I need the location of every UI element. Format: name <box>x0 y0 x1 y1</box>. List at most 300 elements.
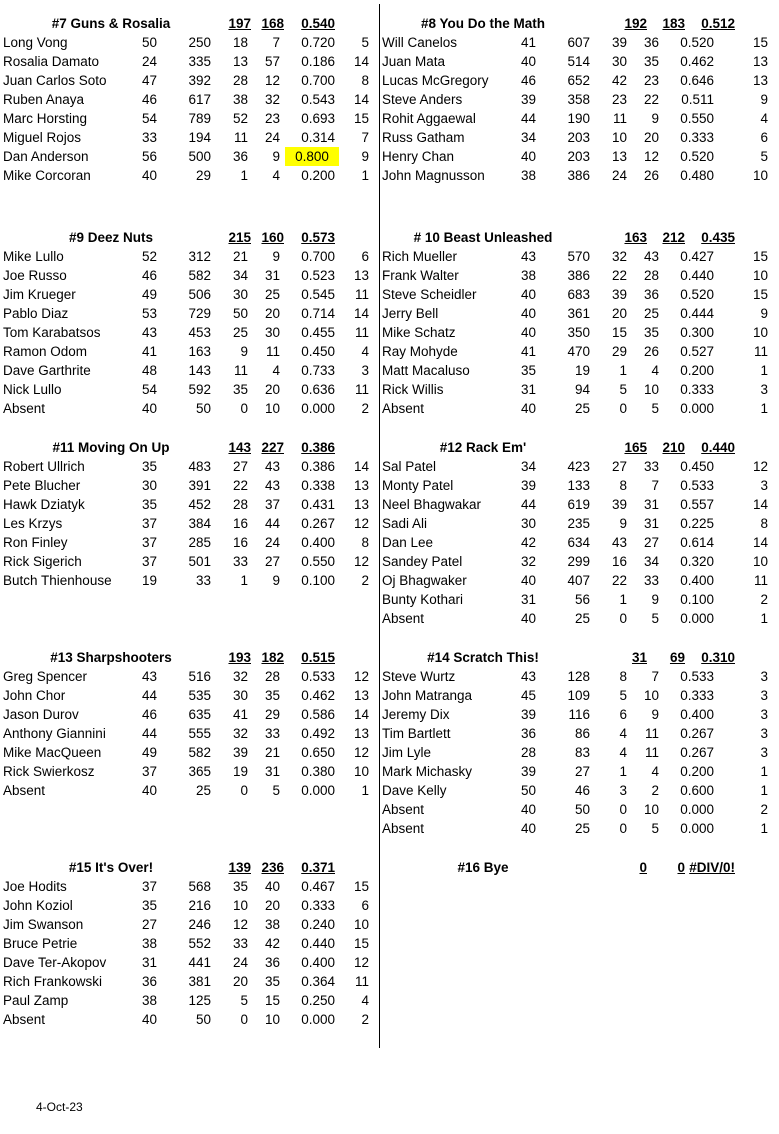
player-row <box>382 147 768 166</box>
stat-cell: 582 <box>188 745 211 760</box>
stat-cell: 35 <box>264 974 280 989</box>
stat-cell: 50 <box>141 35 157 50</box>
stat-cell: 3 <box>760 382 768 397</box>
stat-cell: 506 <box>188 287 211 302</box>
player-row <box>382 724 768 743</box>
stat-cell: 11 <box>644 726 659 741</box>
stat-cell: 27 <box>232 459 248 474</box>
stat-cell: 23 <box>611 92 627 107</box>
player-row <box>382 457 768 476</box>
player-row <box>3 991 375 1010</box>
stat-cell: 33 <box>141 130 157 145</box>
player-name: Hawk Dziatyk <box>3 497 85 512</box>
stat-cell: 40 <box>141 783 157 798</box>
stat-cell: 39 <box>520 707 536 722</box>
stat-cell: 37 <box>141 879 157 894</box>
stat-cell: 25 <box>574 611 590 626</box>
stat-cell: 391 <box>188 478 211 493</box>
stat-cell: 6 <box>361 249 369 264</box>
team-header <box>382 228 754 247</box>
stat-cell: 30 <box>520 516 536 531</box>
stat-cell: 32 <box>611 249 627 264</box>
stat-cell: 12 <box>232 917 248 932</box>
team-total1: 163 <box>624 230 647 245</box>
stat-cell: 0.545 <box>301 287 335 302</box>
team-name: #16 Bye <box>457 860 509 875</box>
stat-cell: 0.533 <box>680 478 714 493</box>
stat-cell: 194 <box>188 130 211 145</box>
team-total2: 236 <box>261 860 284 875</box>
player-row <box>3 285 375 304</box>
stat-cell: 94 <box>574 382 590 397</box>
stat-cell: 10 <box>353 917 369 932</box>
stat-cell: 14 <box>353 306 369 321</box>
player-row <box>3 304 375 323</box>
player-row <box>382 33 768 52</box>
player-name: Absent <box>382 401 425 416</box>
stat-cell: 27 <box>264 554 280 569</box>
stat-cell: 0.320 <box>680 554 714 569</box>
player-name: Dan Anderson <box>3 149 89 164</box>
stat-cell: 1 <box>760 783 768 798</box>
stat-cell: 3 <box>760 669 768 684</box>
player-row <box>3 52 375 71</box>
stat-cell: 0.225 <box>680 516 714 531</box>
player-name: John Chor <box>3 688 66 703</box>
team-total2: 168 <box>261 16 284 31</box>
team-name: #12 Rack Em' <box>439 440 527 455</box>
stat-cell: 0.444 <box>680 306 714 321</box>
team-name: # 10 Beast Unleashed <box>413 230 553 245</box>
stat-cell: 0.000 <box>680 821 714 836</box>
stat-cell: 0 <box>240 1012 248 1027</box>
player-row <box>3 934 375 953</box>
stat-cell: 0 <box>619 802 627 817</box>
player-name: Neel Bhagwakar <box>382 497 482 512</box>
stat-cell: 48 <box>141 363 157 378</box>
team-header <box>382 858 754 877</box>
stat-cell: 26 <box>643 344 659 359</box>
stat-cell: 50 <box>232 306 248 321</box>
player-row <box>382 399 768 418</box>
stat-cell: 0.700 <box>301 249 335 264</box>
stat-cell: 47 <box>141 73 157 88</box>
stat-cell: 190 <box>567 111 590 126</box>
stat-cell: 43 <box>264 478 280 493</box>
stat-cell: 32 <box>264 92 280 107</box>
team-block <box>382 858 754 877</box>
stat-cell: 19 <box>232 764 248 779</box>
stat-cell: 2 <box>760 592 768 607</box>
stat-cell: 43 <box>520 249 536 264</box>
stat-cell: 30 <box>611 54 627 69</box>
stat-cell: 407 <box>567 573 590 588</box>
stat-cell: 33 <box>643 459 659 474</box>
stat-cell: 0.427 <box>680 249 714 264</box>
player-row <box>382 686 768 705</box>
player-name: Absent <box>382 802 425 817</box>
player-name: Anthony Giannini <box>3 726 106 741</box>
stat-cell: 1 <box>619 363 627 378</box>
player-name: Absent <box>382 821 425 836</box>
stat-cell: 10 <box>264 401 280 416</box>
stat-cell: 0.557 <box>680 497 714 512</box>
stat-cell: 15 <box>353 111 369 126</box>
stat-cell: 3 <box>760 707 768 722</box>
stat-cell: 56 <box>574 592 590 607</box>
stat-cell: 0.480 <box>680 168 714 183</box>
stat-cell: 38 <box>141 936 157 951</box>
stat-cell: 24 <box>141 54 157 69</box>
stat-cell: 43 <box>264 459 280 474</box>
player-name: Steve Anders <box>382 92 463 107</box>
stat-cell: 12 <box>353 516 369 531</box>
stat-cell: 37 <box>141 516 157 531</box>
stat-cell: 40 <box>520 149 536 164</box>
stat-cell: 10 <box>611 130 627 145</box>
stat-cell: 0.720 <box>301 35 335 50</box>
stat-cell: 33 <box>195 573 211 588</box>
stat-cell: 50 <box>195 1012 211 1027</box>
player-row <box>382 590 768 609</box>
stat-cell: 10 <box>752 268 768 283</box>
stat-cell: 54 <box>141 111 157 126</box>
stat-cell: 109 <box>567 688 590 703</box>
team-block <box>382 14 768 185</box>
stat-cell: 11 <box>354 382 369 397</box>
stat-cell: 9 <box>272 573 280 588</box>
stat-cell: 0.533 <box>680 669 714 684</box>
stat-cell: 43 <box>643 249 659 264</box>
stat-cell: 0.527 <box>680 344 714 359</box>
stat-cell: 0.492 <box>301 726 335 741</box>
stat-cell: 86 <box>574 726 590 741</box>
stat-cell: 26 <box>643 168 659 183</box>
player-name: Oj Bhagwaker <box>382 573 467 588</box>
stat-cell: 0.450 <box>680 459 714 474</box>
stat-cell: 27 <box>611 459 627 474</box>
stat-cell: 0.200 <box>680 764 714 779</box>
player-row <box>382 247 768 266</box>
stat-cell: 3 <box>760 688 768 703</box>
player-row <box>382 323 768 342</box>
stat-cell: 29 <box>264 707 280 722</box>
stat-cell: 4 <box>272 168 280 183</box>
player-row <box>3 128 375 147</box>
stat-cell: 50 <box>520 783 536 798</box>
stat-cell: 9 <box>240 344 248 359</box>
stat-cell: 53 <box>141 306 157 321</box>
stat-cell: 9 <box>651 111 659 126</box>
team-total1: 193 <box>228 650 251 665</box>
stat-cell: 361 <box>567 306 590 321</box>
stat-cell: 23 <box>264 111 280 126</box>
stat-cell: 607 <box>567 35 590 50</box>
team-name: #15 It's Over! <box>68 860 154 875</box>
player-row <box>3 90 375 109</box>
team-total2: 69 <box>669 650 685 665</box>
stat-cell: 1 <box>760 611 768 626</box>
stat-cell: 635 <box>188 707 211 722</box>
player-row <box>382 533 768 552</box>
stat-cell: 7 <box>651 478 659 493</box>
stat-cell: 0.314 <box>301 130 335 145</box>
stat-cell: 57 <box>264 54 280 69</box>
player-name: Marc Horsting <box>3 111 88 126</box>
stat-cell: 116 <box>568 707 590 722</box>
stat-cell: 143 <box>188 363 211 378</box>
stat-cell: 15 <box>611 325 627 340</box>
stat-cell: 20 <box>643 130 659 145</box>
stat-cell: 40 <box>520 611 536 626</box>
player-name: Jim Lyle <box>382 745 432 760</box>
player-row <box>3 33 375 52</box>
stat-cell: 4 <box>619 745 627 760</box>
stat-cell: 15 <box>752 249 768 264</box>
player-row <box>3 724 375 743</box>
stat-cell: 0.000 <box>301 401 335 416</box>
team-name: #11 Moving On Up <box>52 440 170 455</box>
stat-cell: 0.333 <box>680 130 714 145</box>
stat-cell: 0.520 <box>680 287 714 302</box>
stat-cell: 37 <box>141 554 157 569</box>
stat-cell: 25 <box>643 306 659 321</box>
stat-cell: 20 <box>232 974 248 989</box>
stat-cell: 133 <box>567 478 590 493</box>
stat-cell: 49 <box>141 287 157 302</box>
stat-cell: 29 <box>611 344 627 359</box>
player-name: Dan Lee <box>382 535 434 550</box>
player-row <box>382 266 768 285</box>
stat-cell: 1 <box>240 573 248 588</box>
team-block <box>3 648 375 800</box>
stat-cell: 453 <box>188 325 211 340</box>
stat-cell: 39 <box>520 92 536 107</box>
stat-cell: 250 <box>188 35 211 50</box>
player-row <box>382 495 768 514</box>
player-name: Jason Durov <box>3 707 79 722</box>
player-name: Lucas McGregory <box>382 73 489 88</box>
stat-cell: 2 <box>361 573 369 588</box>
stat-cell: 2 <box>651 783 659 798</box>
stat-cell: 1 <box>361 783 369 798</box>
stat-cell: 34 <box>232 268 248 283</box>
player-row <box>3 166 375 185</box>
player-name: Ron Finley <box>3 535 68 550</box>
player-row <box>3 147 375 166</box>
stat-cell: 7 <box>361 130 369 145</box>
stat-cell: 203 <box>567 130 590 145</box>
player-name: Mike Schatz <box>382 325 456 340</box>
stat-cell: 35 <box>520 363 536 378</box>
player-row <box>382 71 768 90</box>
team-block <box>382 228 768 418</box>
stat-cell: 15 <box>353 879 369 894</box>
stat-cell: 40 <box>520 802 536 817</box>
stat-cell: 35 <box>141 459 157 474</box>
team-header <box>3 648 375 667</box>
team-block <box>3 858 375 1029</box>
stat-cell: 299 <box>567 554 590 569</box>
player-row <box>382 762 768 781</box>
stat-cell: 634 <box>567 535 590 550</box>
stat-cell: 46 <box>520 73 536 88</box>
team-header <box>3 228 375 247</box>
stat-cell: 0.714 <box>301 306 335 321</box>
team-total2: 182 <box>261 650 284 665</box>
stat-cell: 42 <box>611 73 627 88</box>
stat-cell: 22 <box>232 478 248 493</box>
stat-cell: 34 <box>520 130 536 145</box>
player-name: Rosalia Damato <box>3 54 100 69</box>
stat-cell: 14 <box>353 92 369 107</box>
player-row <box>382 342 768 361</box>
stat-cell: 16 <box>232 516 248 531</box>
player-name: Rohit Aggaewal <box>382 111 476 126</box>
stat-cell: 423 <box>567 459 590 474</box>
stat-cell: 0.267 <box>680 745 714 760</box>
stat-cell: 10 <box>264 1012 280 1027</box>
stat-cell: 0.511 <box>681 92 714 107</box>
stat-cell: 38 <box>520 168 536 183</box>
player-row <box>3 915 375 934</box>
team-header <box>382 14 754 33</box>
stat-cell: 20 <box>264 382 280 397</box>
stat-cell: 452 <box>188 497 211 512</box>
team-win-pct: #DIV/0! <box>689 860 735 875</box>
stat-cell: 37 <box>264 497 280 512</box>
stat-cell: 0.600 <box>680 783 714 798</box>
team-total1: 197 <box>228 16 251 31</box>
stat-cell: 36 <box>264 955 280 970</box>
stat-cell: 83 <box>574 745 590 760</box>
team-win-pct: 0.512 <box>701 16 735 31</box>
player-row <box>3 342 375 361</box>
player-row <box>382 166 768 185</box>
stat-cell: 45 <box>520 688 536 703</box>
stat-cell: 4 <box>361 993 369 1008</box>
player-row <box>382 514 768 533</box>
player-name: John Matranga <box>382 688 473 703</box>
stat-cell: 11 <box>753 573 768 588</box>
stat-cell: 501 <box>188 554 211 569</box>
stat-cell: 0.636 <box>301 382 335 397</box>
player-row <box>382 667 768 686</box>
stat-cell: 3 <box>760 478 768 493</box>
player-name: Russ Gatham <box>382 130 465 145</box>
player-row <box>3 571 375 590</box>
player-name: Absent <box>3 401 46 416</box>
stat-cell: 40 <box>520 573 536 588</box>
stat-cell: 39 <box>520 764 536 779</box>
player-name: Mike Corcoran <box>3 168 91 183</box>
team-win-pct: 0.573 <box>301 230 335 245</box>
stat-cell: 35 <box>141 497 157 512</box>
stat-cell: 0.240 <box>301 917 335 932</box>
stat-cell: 10 <box>752 554 768 569</box>
stat-cell: 729 <box>188 306 211 321</box>
stat-cell: 386 <box>567 268 590 283</box>
player-name: Frank Walter <box>382 268 459 283</box>
player-name: Paul Zamp <box>3 993 69 1008</box>
stat-cell: 15 <box>752 35 768 50</box>
stat-cell: 9 <box>651 592 659 607</box>
stat-cell: 46 <box>141 268 157 283</box>
stat-cell: 0.733 <box>301 363 335 378</box>
player-row <box>382 380 768 399</box>
stat-cell: 31 <box>643 516 659 531</box>
stat-cell: 0.100 <box>301 573 335 588</box>
player-name: Ray Mohyde <box>382 344 458 359</box>
stat-cell: 10 <box>232 898 248 913</box>
player-row <box>3 972 375 991</box>
player-name: Henry Chan <box>382 149 455 164</box>
player-name: Absent <box>3 1012 46 1027</box>
stat-cell: 46 <box>574 783 590 798</box>
stat-cell: 11 <box>354 325 369 340</box>
stat-cell: 14 <box>353 459 369 474</box>
team-win-pct: 0.540 <box>301 16 335 31</box>
stat-cell: 350 <box>567 325 590 340</box>
stat-cell: 3 <box>619 783 627 798</box>
player-row <box>3 686 375 705</box>
player-name: Rick Sigerich <box>3 554 82 569</box>
team-win-pct: 0.371 <box>301 860 335 875</box>
stat-cell: 0.400 <box>301 535 335 550</box>
player-row <box>382 128 768 147</box>
stat-cell: 35 <box>232 382 248 397</box>
stat-cell: 49 <box>141 745 157 760</box>
team-header <box>3 14 375 33</box>
stat-cell: 31 <box>643 497 659 512</box>
stat-cell: 0 <box>619 611 627 626</box>
stat-cell: 5 <box>651 401 659 416</box>
stat-cell: 4 <box>619 726 627 741</box>
stat-cell: 3 <box>361 363 369 378</box>
stat-cell: 0.000 <box>680 802 714 817</box>
stat-cell: 24 <box>611 168 627 183</box>
stat-cell: 4 <box>651 363 659 378</box>
stat-cell: 40 <box>520 306 536 321</box>
player-name: Absent <box>382 611 425 626</box>
player-name: Monty Patel <box>382 478 454 493</box>
stat-cell: 2 <box>361 401 369 416</box>
stat-cell: 0.386 <box>301 459 335 474</box>
player-name: Juan Mata <box>382 54 446 69</box>
team-name: #8 You Do the Math <box>420 16 545 31</box>
stat-cell: 33 <box>232 554 248 569</box>
player-name: Jerry Bell <box>382 306 439 321</box>
player-name: Jim Swanson <box>3 917 84 932</box>
player-name: Pete Blucher <box>3 478 81 493</box>
stat-cell: 5 <box>651 611 659 626</box>
stat-cell: 31 <box>520 592 536 607</box>
stat-cell: 0.614 <box>680 535 714 550</box>
player-row <box>382 571 768 590</box>
stat-cell: 514 <box>567 54 590 69</box>
stat-cell: 40 <box>264 879 280 894</box>
player-name: Dave Ter-Akopov <box>3 955 107 970</box>
team-header <box>3 858 375 877</box>
player-name: Rich Mueller <box>382 249 458 264</box>
team-total1: 192 <box>624 16 647 31</box>
stat-cell: 12 <box>264 73 280 88</box>
stat-cell: 14 <box>353 707 369 722</box>
team-name: #14 Scratch This! <box>427 650 539 665</box>
team-block <box>382 648 768 838</box>
stat-cell: 246 <box>188 917 211 932</box>
stat-cell: 0.100 <box>680 592 714 607</box>
